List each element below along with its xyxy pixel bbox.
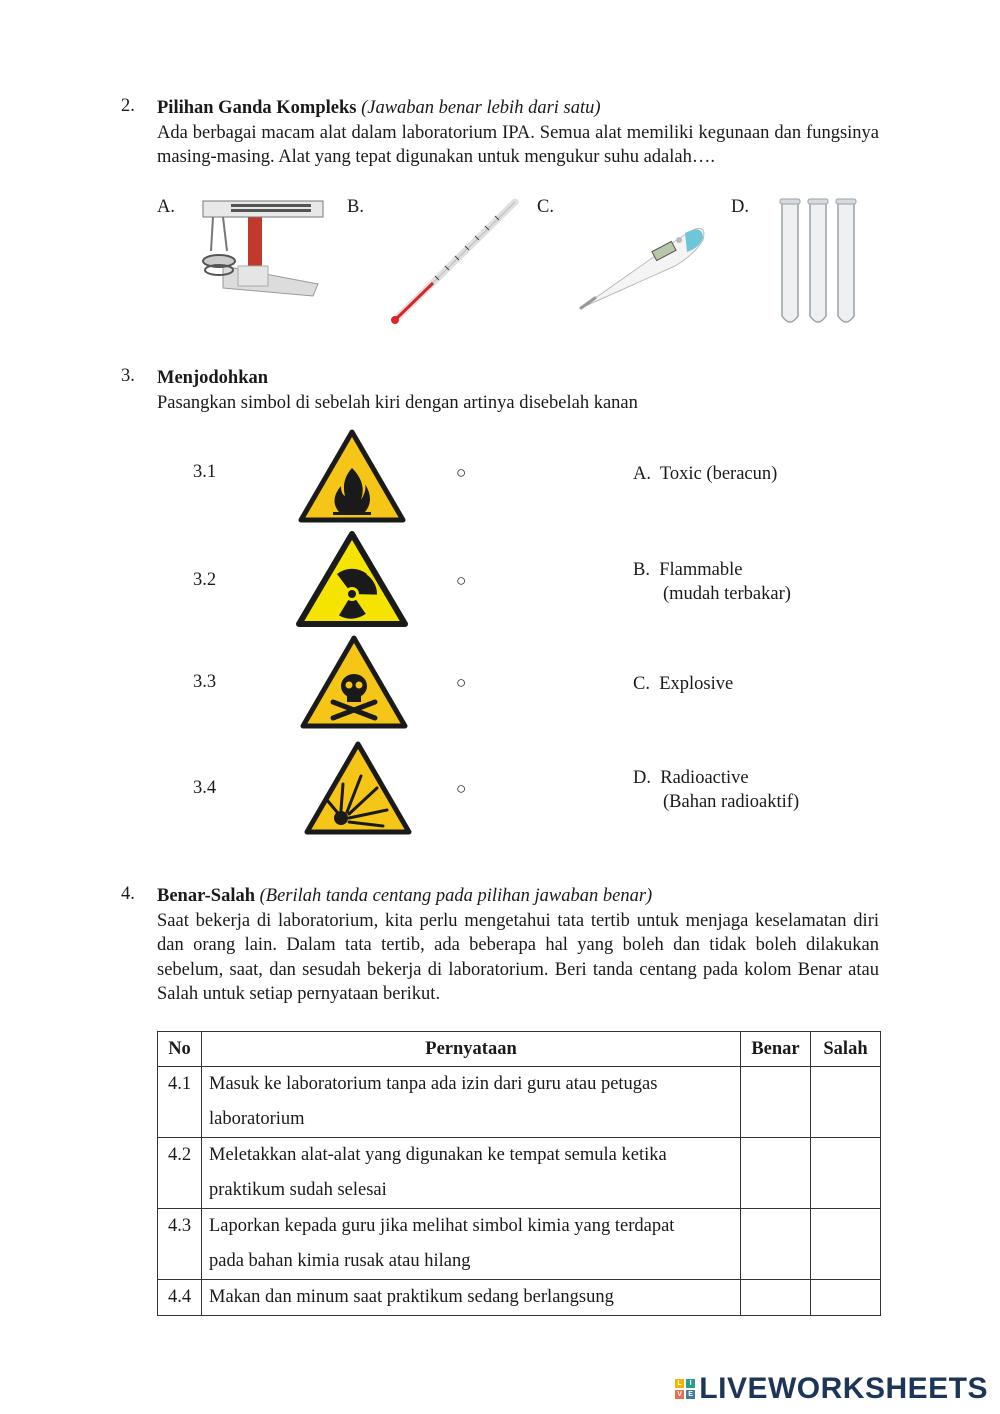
answer-subtext: (mudah terbakar) — [663, 584, 791, 604]
answer-letter: C. — [633, 674, 650, 694]
logo-mark-letter: V — [677, 1391, 683, 1398]
answer-letter: D. — [633, 768, 651, 788]
row-statement-line: laboratorium — [209, 1109, 305, 1129]
header-no: No — [158, 1032, 202, 1067]
logo-mark-letter: L — [675, 1379, 684, 1388]
header-false: Salah — [811, 1032, 881, 1067]
answer-text: Explosive — [659, 674, 734, 694]
false-checkbox-cell[interactable] — [811, 1209, 881, 1280]
q2-option-b-label: B. — [347, 197, 364, 217]
match-left-label: 3.3 — [193, 672, 217, 692]
explosive-symbol-icon — [303, 740, 413, 838]
q4-number: 4. — [121, 884, 135, 904]
logo-text: LIVEWORKSHEETS — [699, 1372, 988, 1405]
table-row — [158, 1280, 881, 1316]
q3-number: 3. — [121, 366, 135, 386]
row-statement-line: Laporkan kepada guru jika melihat simbol kimia yang terdapat — [209, 1216, 675, 1236]
answer-text: Toxic (beracun) — [659, 464, 778, 484]
table-row — [158, 1067, 881, 1138]
false-checkbox-cell[interactable] — [811, 1138, 881, 1209]
match-left-label: 3.4 — [193, 778, 217, 798]
row-statement — [202, 1138, 741, 1209]
toxic-symbol-icon — [299, 634, 409, 732]
q4-body: Saat bekerja di laboratorium, kita perlu mengetahui tata tertib untuk menjaga keselamatan diri dan orang lain. Dalam tata tertib, ada beberapa hal yang boleh dan tidak boleh dilakukan sebelum, saat, dan sesudah bekerja di laboratorium. Beri tanda centang pada kolom Benar atau Salah untuk setiap pernyataan berikut. — [157, 910, 879, 1004]
table-header-row — [158, 1032, 881, 1067]
q2-title: Pilihan Ganda Kompleks — [157, 98, 357, 118]
true-checkbox-cell[interactable] — [741, 1209, 811, 1280]
true-checkbox-cell[interactable] — [741, 1138, 811, 1209]
row-statement — [202, 1067, 741, 1138]
logo-mark-letter: E — [688, 1391, 694, 1398]
q4-subtitle: (Berilah tanda centang pada pilihan jawaban benar) — [259, 886, 653, 906]
q2-header — [157, 96, 879, 170]
q3-body: Pasangkan simbol di sebelah kiri dengan artinya disebelah kanan — [157, 392, 638, 413]
answer-text: Flammable — [659, 560, 743, 580]
match-answer-c — [633, 672, 733, 696]
row-statement-line: pada bahan kimia rusak atau hilang — [209, 1251, 471, 1271]
false-checkbox-cell[interactable] — [811, 1067, 881, 1138]
answer-subtext: (Bahan radioaktif) — [663, 792, 800, 812]
row-number: 4.1 — [158, 1067, 202, 1138]
liveworksheets-logo — [675, 1372, 988, 1406]
row-statement-line: Makan dan minum saat praktikum sedang berlangsung — [209, 1287, 614, 1307]
match-left-label: 3.2 — [193, 570, 217, 590]
q4-title: Benar-Salah — [157, 886, 255, 906]
q3-title: Menjodohkan — [157, 368, 269, 388]
q2-body: Ada berbagai macam alat dalam laboratorium IPA. Semua alat memiliki kegunaan dan fungsinya masing-masing. Alat yang tepat digunakan untuk mengukur suhu adalah…. — [157, 122, 879, 167]
match-answer-d — [633, 766, 799, 814]
radioactive-symbol-icon — [295, 530, 409, 630]
table-row — [158, 1209, 881, 1280]
flammable-symbol-icon — [297, 428, 407, 526]
q4-header — [157, 884, 879, 1007]
false-checkbox-cell[interactable] — [811, 1280, 881, 1316]
row-statement-line: Masuk ke laboratorium tanpa ada izin dari guru atau petugas — [209, 1074, 658, 1094]
answer-letter: B. — [633, 560, 650, 580]
row-number: 4.2 — [158, 1138, 202, 1209]
q2-number: 2. — [121, 96, 135, 116]
match-answer-b — [633, 558, 791, 606]
glass-thermometer-image[interactable] — [385, 196, 525, 328]
answer-text: Radioactive — [660, 768, 749, 788]
logo-mark-icon — [675, 1379, 695, 1399]
header-statement: Pernyataan — [202, 1032, 741, 1067]
logo-mark-letter: I — [686, 1379, 695, 1388]
answer-letter: A. — [633, 464, 651, 484]
match-dot[interactable]: ○ — [456, 463, 467, 482]
header-true: Benar — [741, 1032, 811, 1067]
q2-option-a-label: A. — [157, 197, 175, 217]
table-row — [158, 1138, 881, 1209]
q2-subtitle: (Jawaban benar lebih dari satu) — [361, 98, 601, 118]
match-dot[interactable]: ○ — [456, 571, 467, 590]
q2-option-d-label: D. — [731, 197, 749, 217]
row-statement-line: praktikum sudah selesai — [209, 1180, 387, 1200]
match-dot[interactable]: ○ — [456, 779, 467, 798]
row-number: 4.3 — [158, 1209, 202, 1280]
row-statement — [202, 1209, 741, 1280]
test-tubes-image[interactable] — [778, 196, 862, 330]
true-checkbox-cell[interactable] — [741, 1280, 811, 1316]
match-answer-a — [633, 462, 777, 486]
true-false-table — [157, 1031, 881, 1316]
digital-thermometer-image[interactable] — [575, 218, 710, 313]
row-statement — [202, 1280, 741, 1316]
triple-beam-balance-image[interactable] — [193, 196, 328, 300]
q2-option-c-label: C. — [537, 197, 554, 217]
match-dot[interactable]: ○ — [456, 673, 467, 692]
row-number: 4.4 — [158, 1280, 202, 1316]
q3-header — [157, 366, 879, 415]
true-checkbox-cell[interactable] — [741, 1067, 811, 1138]
row-statement-line: Meletakkan alat-alat yang digunakan ke tempat semula ketika — [209, 1145, 667, 1165]
match-left-label: 3.1 — [193, 462, 217, 482]
